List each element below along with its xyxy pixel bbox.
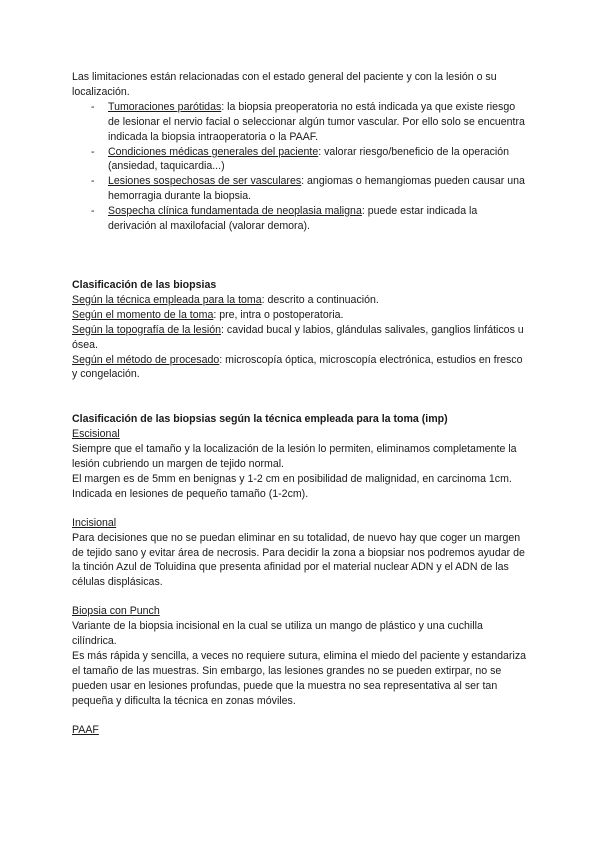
term: Tumoraciones parótidas (108, 100, 222, 113)
punch-line: Es más rápida y sencilla, a veces no requiere sutura, elimina el miedo del paciente y estandariza el tamaño de las muestras. Sin embargo, las lesiones grandes no se pueden extirpar, no se pueden usar en lesiones profundas, puede que la muestra no sea representativa al ser tan pequeña y dificulta la técnica en zonas móviles. (72, 650, 527, 707)
classification-item (72, 293, 528, 308)
term: Según la técnica empleada para la toma (72, 293, 262, 306)
technique-heading: Clasificación de las biopsias según la técnica empleada para la toma (imp) (72, 413, 448, 426)
description: : pre, intra o postoperatoria. (213, 308, 344, 321)
description: : la biopsia preoperatoria no está indicada ya que existe riesgo de lesionar el nervio facial o seleccionar algún tumor vascular. Por ello solo se encuentra indicada la biopsia intraoperatoria o la PAAF. (108, 100, 525, 143)
description: : microscopía óptica, microscopía electrónica, estudios en fresco y congelación. (72, 353, 523, 381)
description: : angiomas o hemangiomas pueden causar una hemorragia durante la biopsia. (108, 175, 525, 203)
intro-paragraph: Las limitaciones están relacionadas con el estado general del paciente y con la lesión o su localización. (72, 71, 497, 98)
classification-heading: Clasificación de las biopsias (72, 278, 217, 291)
description: : valorar riesgo/beneficio de la operación (ansiedad, taquicardia...) (108, 145, 510, 173)
classification-item (72, 323, 528, 353)
term: Sospecha clínica fundamentada de neoplasia maligna (108, 205, 362, 218)
classification-item (72, 308, 528, 323)
escisional-line: Indicada en lesiones de pequeño tamaño (1-2cm). (72, 487, 309, 500)
incisional-line: Para decisiones que no se puedan eliminar en su totalidad, de nuevo hay que coger un margen de tejido sano y evitar área de necrosis. Para decidir la zona a biopsiar nos podremos ayudar de la tinción Azul de Toluidina que presenta afinidad por el material nuclear ADN y el ADN de las células displásicas. (72, 531, 525, 589)
term: Según el momento de la toma (72, 308, 214, 321)
incisional-title: Incisional (72, 516, 117, 529)
term: Condiciones médicas generales del paciente (108, 145, 319, 158)
description: : puede estar indicada la derivación al maxilofacial (valorar demora). (108, 205, 478, 233)
escisional-title: Escisional (72, 428, 120, 441)
term: Según el método de procesado (72, 353, 220, 366)
list-item (72, 145, 528, 175)
list-item (72, 204, 528, 234)
term: Lesiones sospechosas de ser vasculares (108, 175, 302, 188)
limitations-list (72, 100, 528, 234)
description: : cavidad bucal y labios, glándulas salivales, ganglios linfáticos u ósea. (72, 323, 524, 351)
punch-line: Variante de la biopsia incisional en la cual se utiliza un mango de plástico y una cuchilla cilíndrica. (72, 620, 483, 648)
list-item (72, 174, 528, 204)
description: : descrito a continuación. (261, 293, 379, 306)
escisional-line: El margen es de 5mm en benignas y 1-2 cm en posibilidad de malignidad, en carcinoma 1cm. (72, 472, 512, 485)
list-item (72, 100, 528, 145)
punch-title: Biopsia con Punch (72, 605, 160, 618)
document-page (72, 70, 528, 738)
term: Según la topografía de la lesión (72, 323, 222, 336)
paaf-title: PAAF (72, 723, 99, 736)
classification-item (72, 353, 528, 383)
escisional-line: Siempre que el tamaño y la localización de la lesión lo permiten, eliminamos completamente la lesión cubriendo un margen de tejido normal. (72, 443, 517, 471)
